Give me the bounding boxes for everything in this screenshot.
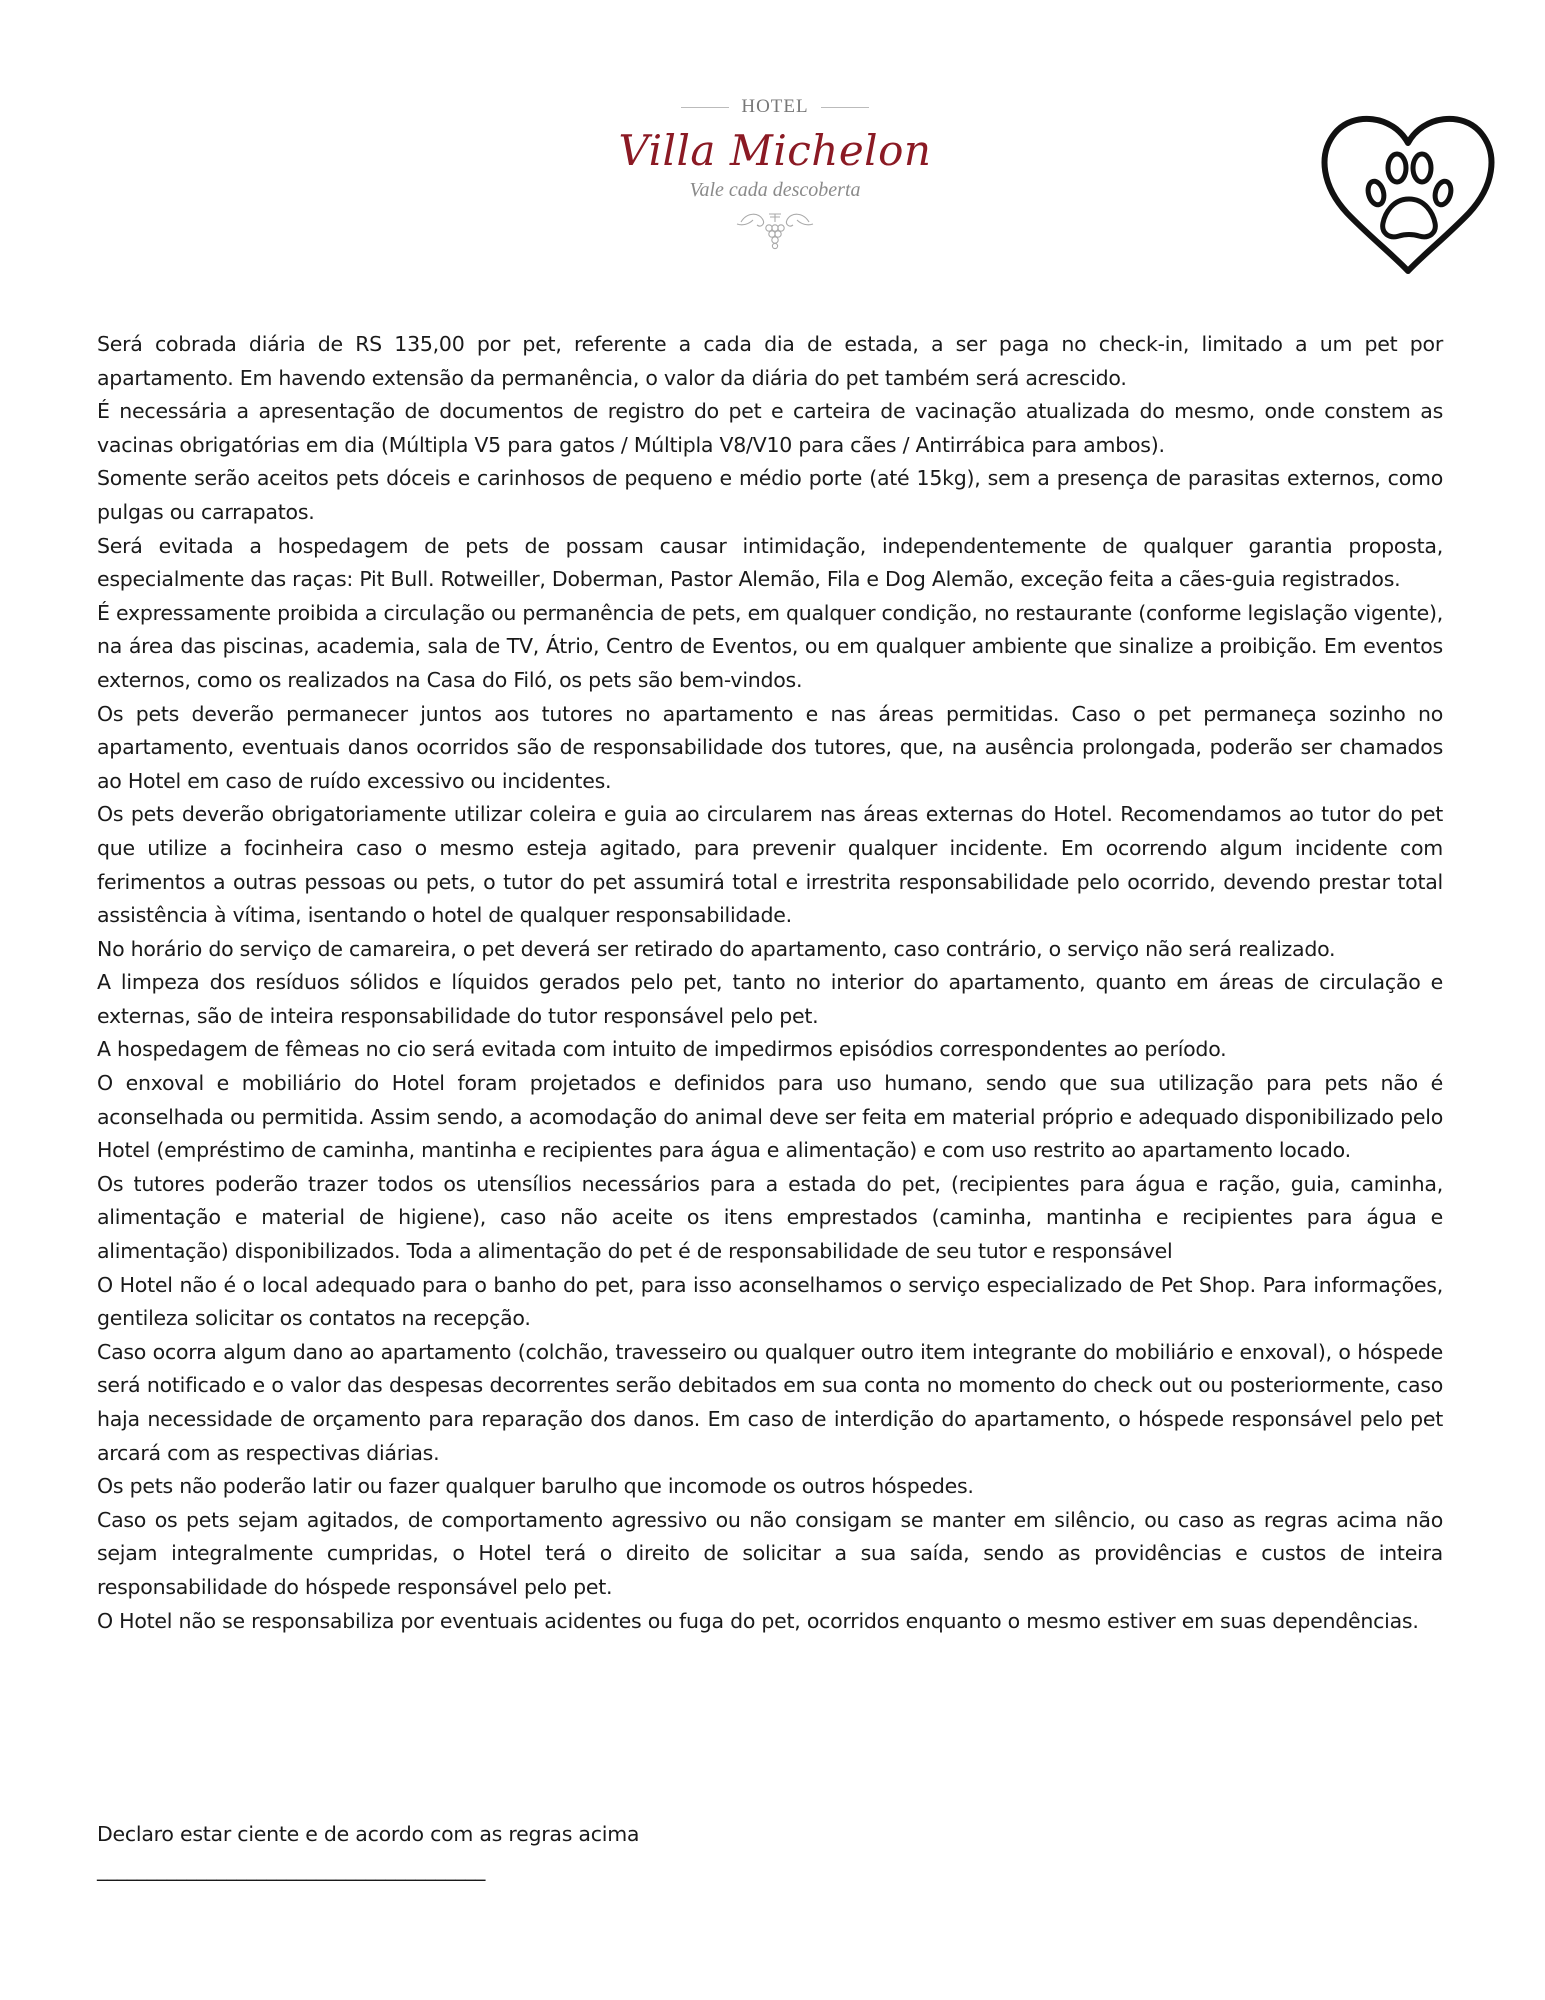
pet-rules-list [97,328,1443,1638]
logo-rule-right [821,107,869,108]
rule-item: Os pets deverão obrigatoriamente utilizar coleira e guia ao circularem nas áreas externas do Hotel. Recomendamos ao tutor do pet que utilize a focinheira caso o mesmo esteja agitado, para prevenir qualquer incidente. Em ocorrendo algum incidente com ferimentos a outras pessoas ou pets, o tutor do pet assumirá total e irrestrita responsabilidade pelo ocorrido, devendo prestar total assistência à vítima, isentando o hotel de qualquer responsabilidade. [97,802,1443,928]
logo-hotel-line [600,95,950,119]
rule-item: Caso os pets sejam agitados, de comportamento agressivo ou não consigam se manter em silêncio, ou caso as regras acima não sejam integralmente cumpridas, o Hotel terá o direito de solicitar a sua saída, sendo as providências e custos de inteira responsabilidade do hóspede responsável pelo pet. [97,1507,1443,1599]
hotel-logo [600,95,950,265]
signature-line[interactable]: _______________________________________ [97,1857,486,1881]
rule-item: Somente serão aceitos pets dóceis e carinhosos de pequeno e médio porte (até 15kg), sem a presença de parasitas externos, como pulgas ou carrapatos. [97,466,1443,524]
rule-item: É necessária a apresentação de documentos de registro do pet e carteira de vacinação atualizada do mesmo, onde constem as vacinas obrigatórias em dia (Múltipla V5 para gatos / Múltipla V8/V10 para cães / Antirrábica para ambos). [97,399,1443,457]
rule-item: No horário do serviço de camareira, o pet deverá ser retirado do apartamento, caso contrário, o serviço não será realizado. [97,936,1336,961]
rule-item: Os tutores poderão trazer todos os utensílios necessários para a estada do pet, (recipientes para água e ração, guia, caminha, alimentação e material de higiene), caso não aceite os itens emprestados (caminha, mantinha e recipientes para água e alimentação) disponibilizados. Toda a alimentação do pet é de responsabilidade de seu tutor e responsável [97,1171,1443,1264]
rule-item: Os pets deverão permanecer juntos aos tutores no apartamento e nas áreas permitidas. Caso o pet permaneça sozinho no apartamento, eventuais danos ocorridos são de responsabilidade dos tutores, que, na ausência prolongada, poderão ser chamados ao Hotel em caso de ruído excessivo ou incidentes. [97,701,1443,793]
rule-item: É expressamente proibida a circulação ou permanência de pets, em qualquer condição, no restaurante (conforme legislação vigente), na área das piscinas, academia, sala de TV, Átrio, Centro de Eventos, ou em qualquer ambiente que sinalize a proibição. Em eventos externos, como os realizados na Casa do Filó, os pets são bem-vindos. [97,600,1443,692]
logo-prefix: HOTEL [741,96,809,117]
rule-item: A hospedagem de fêmeas no cio será evitada com intuito de impedirmos episódios correspondentes ao período. [97,1037,1227,1062]
rule-item: Os pets não poderão latir ou fazer qualquer barulho que incomode os outros hóspedes. [97,1474,974,1499]
grape-vine-emblem-icon [735,208,815,252]
rule-item: O enxoval e mobiliário do Hotel foram projetados e definidos para uso humano, sendo que sua utilização para pets não é aconselhada ou permitida. Assim sendo, a acomodação do animal deve ser feita em material próprio e adequado disponibilizado pelo Hotel (empréstimo de caminha, mantinha e recipientes para água e alimentação) e com uso restrito ao apartamento locado. [97,1071,1443,1163]
rule-item: Será cobrada diária de RS 135,00 por pet, referente a cada dia de estada, a ser paga no check-in, limitado a um pet por apartamento. Em havendo extensão da permanência, o valor da diária do pet também será acrescido. [97,332,1443,390]
heart-paw-icon [1313,105,1503,280]
declaration-text: Declaro estar ciente e de acordo com as regras acima [97,1822,640,1846]
rule-item: A limpeza dos resíduos sólidos e líquidos gerados pelo pet, tanto no interior do apartamento, quanto em áreas de circulação e externas, são de inteira responsabilidade do tutor responsável pelo pet. [97,970,1443,1028]
logo-name: Villa Michelon [618,126,932,175]
rule-item: O Hotel não se responsabiliza por eventuais acidentes ou fuga do pet, ocorridos enquanto o mesmo estiver em suas dependências. [97,1608,1419,1633]
rule-item: O Hotel não é o local adequado para o banho do pet, para isso aconselhamos o serviço especializado de Pet Shop. Para informações, gentileza solicitar os contatos na recepção. [97,1272,1443,1331]
rule-item: Será evitada a hospedagem de pets de possam causar intimidação, independentemente de qualquer garantia proposta, especialmente das raças: Pit Bull. Rotweiller, Doberman, Pastor Alemão, Fila e Dog Alemão, exceção feita a cães-guia registrados. [97,533,1443,592]
rule-item: Caso ocorra algum dano ao apartamento (colchão, travesseiro ou qualquer outro item integrante do mobiliário e enxoval), o hóspede será notificado e o valor das despesas decorrentes serão debitados em sua conta no momento do check out ou posteriormente, caso haja necessidade de orçamento para reparação dos danos. Em caso de interdição do apartamento, o hóspede responsável pelo pet arcará com as respectivas diárias. [97,1339,1443,1465]
logo-rule-left [681,107,729,108]
logo-tagline: Vale cada descoberta [689,179,861,201]
